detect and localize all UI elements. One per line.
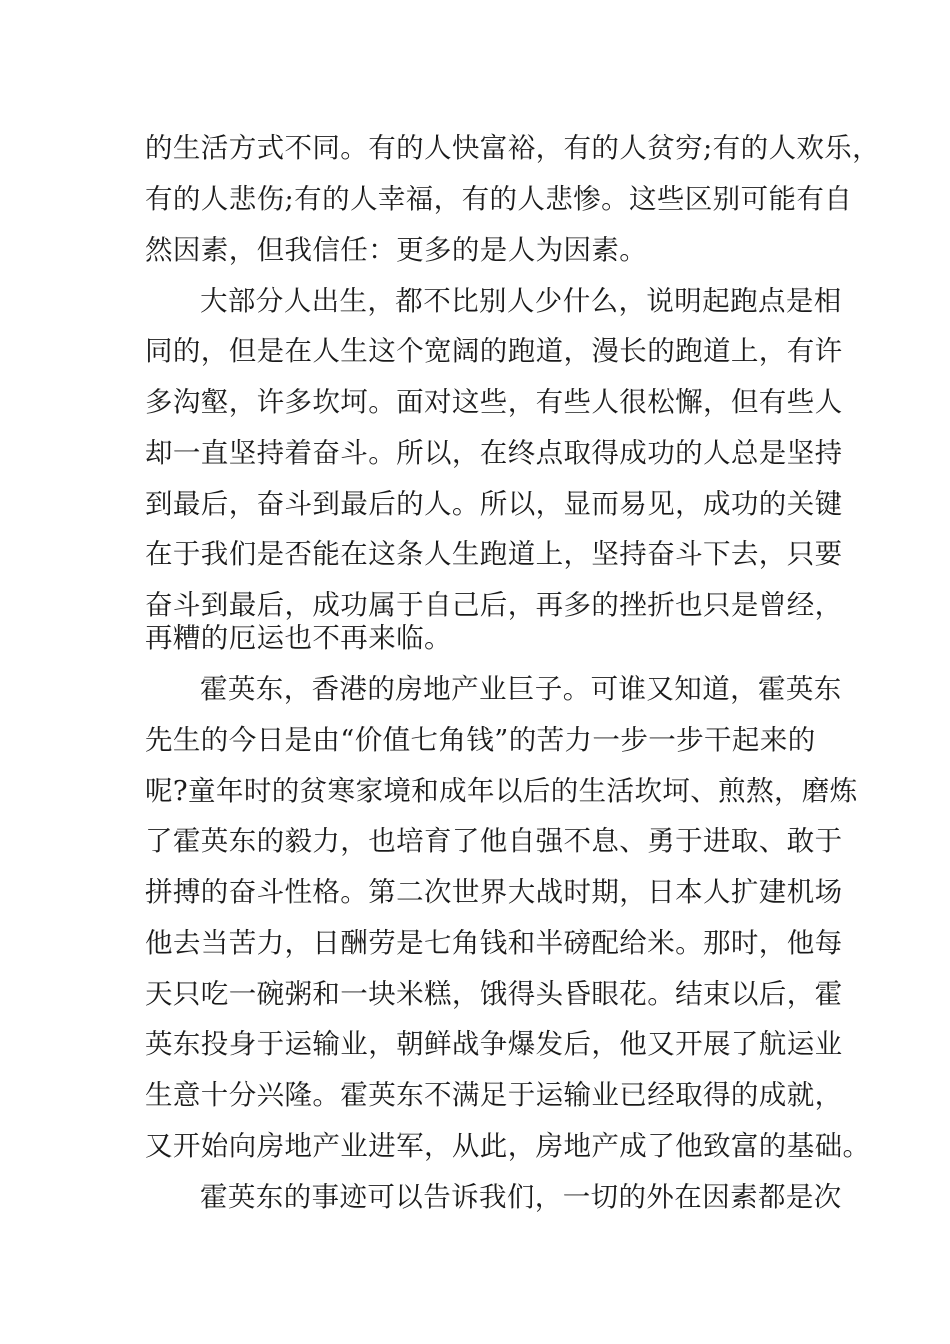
text-line: 了霍英东的毅力，也培育了他自强不息、勇于进取、敢于 [145,825,843,857]
text-line: 然因素，但我信任：更多的是人为因素。 [145,234,648,266]
text-line: 的生活方式不同。有的人快富裕，有的人贫穷;有的人欢乐， [145,132,881,164]
text-line: 呢?童年时的贫寒家境和成年以后的生活坎坷、煎熬，磨炼 [145,775,858,807]
paragraph-first-line: 霍英东的事迹可以告诉我们，一切的外在因素都是次 [200,1181,842,1213]
text-line: 拼搏的奋斗性格。第二次世界大战时期，日本人扩建机场 [145,876,843,908]
text-line: 再糟的厄运也不再来临。 [145,622,452,654]
text-line: 同的，但是在人生这个宽阔的跑道，漫长的跑道上，有许 [145,335,843,367]
text-line: 又开始向房地产业进军，从此，房地产成了他致富的基础。 [145,1130,871,1162]
text-line: 生意十分兴隆。霍英东不满足于运输业已经取得的成就， [145,1079,843,1111]
text-line: 他去当苦力，日酬劳是七角钱和半磅配给米。那时，他每 [145,927,843,959]
text-line: 有的人悲伤;有的人幸福，有的人悲惨。这些区别可能有自 [145,183,853,215]
text-line: 到最后，奋斗到最后的人。所以，显而易见，成功的关键 [145,488,843,520]
paragraph-first-line: 霍英东，香港的房地产业巨子。可谁又知道，霍英东 [200,673,842,705]
text-line: 英东投身于运输业，朝鲜战争爆发后，他又开展了航运业 [145,1028,843,1060]
text-line: 却一直坚持着奋斗。所以，在终点取得成功的人总是坚持 [145,437,843,469]
text-line: 天只吃一碗粥和一块米糕，饿得头昏眼花。结束以后，霍 [145,978,843,1010]
text-line: 先生的今日是由“价值七角钱”的苦力一步一步干起来的 [145,724,816,756]
paragraph-first-line: 大部分人出生，都不比别人少什么，说明起跑点是相 [200,285,842,317]
text-line: 奋斗到最后，成功属于自己后，再多的挫折也只是曾经， [145,589,843,621]
text-line: 多沟壑，许多坎坷。面对这些，有些人很松懈，但有些人 [145,386,843,418]
text-line: 在于我们是否能在这条人生跑道上，坚持奋斗下去，只要 [145,538,843,570]
